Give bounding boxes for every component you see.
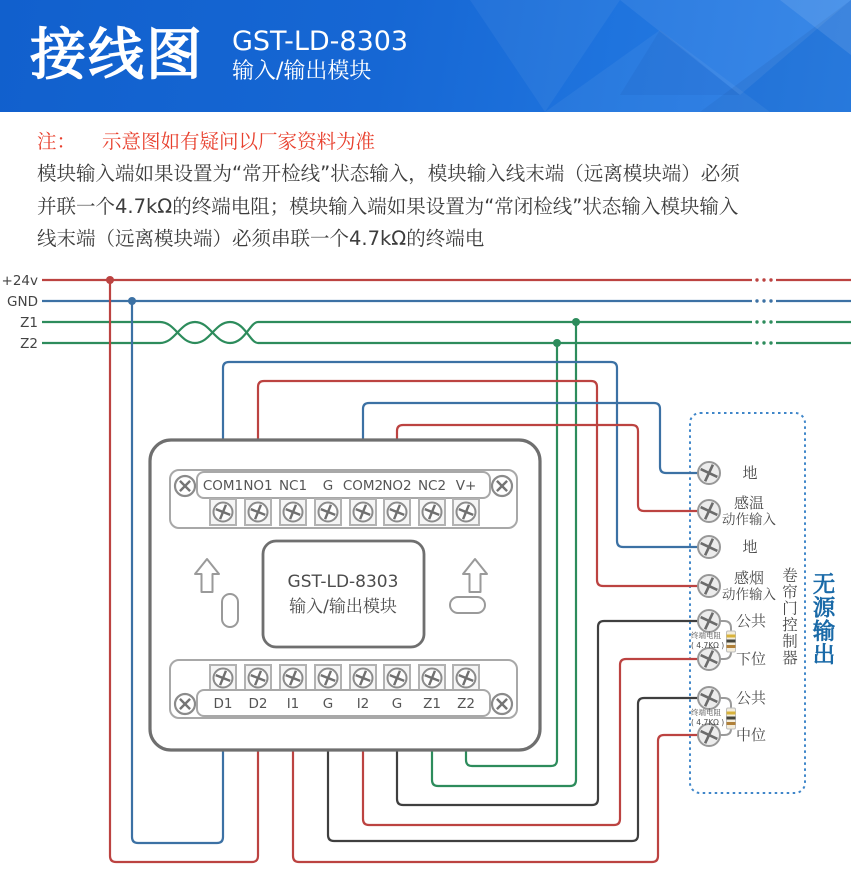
junction-dots (106, 276, 580, 347)
panel-label-lower: 下位 (735, 650, 767, 668)
screw-terminal-icon (453, 665, 479, 691)
resistor-band (727, 717, 736, 720)
terminal-label-no2: NO2 (382, 478, 412, 494)
panel-label-common-2: 公共 (735, 689, 767, 707)
wiring-diagram (0, 265, 851, 869)
screw-terminal-icon (419, 499, 445, 525)
io-module (150, 440, 540, 750)
note-text: 示意图如有疑问以厂家资料为准 (102, 130, 376, 153)
description-line-3: 线末端（远离模块端）必须串联一个4.7kΩ的终端电 (37, 227, 485, 250)
terminal-label-z1: Z1 (423, 696, 441, 712)
description-line-1: 模块输入端如果设置为“常开检线”状态输入，模块输入线末端（远离模块端）必须 (37, 162, 740, 185)
screw-terminal-icon (350, 499, 376, 525)
panel-screw-terminal-icon (697, 535, 721, 559)
screw-terminal-icon (419, 665, 445, 691)
module-slot-vertical (222, 594, 238, 627)
description-paragraph (37, 158, 837, 256)
terminal-label-i1: I1 (286, 696, 300, 712)
panel-label-smoke-2: 动作输入 (722, 587, 776, 603)
resistor-band (727, 635, 736, 638)
resistor-band (727, 722, 736, 725)
resistor-band (727, 645, 736, 648)
terminal-label-g2: G (391, 696, 403, 712)
screw-terminal-icon (245, 665, 271, 691)
module-type: 输入/输出模块 (232, 58, 372, 84)
screw-terminal-icon (210, 665, 236, 691)
terminal-label-d2: D2 (248, 696, 268, 712)
terminal-label-g: G (322, 478, 334, 494)
screw-terminal-icon (384, 499, 410, 525)
header-banner (0, 0, 851, 112)
mounting-screw-icon (175, 476, 195, 496)
model-number: GST-LD-8303 (232, 25, 409, 57)
bus-label-z1: Z1 (20, 315, 38, 331)
bus-labels (2, 273, 38, 352)
junction-dot-24v (106, 276, 114, 284)
terminal-label-com2: COM2 (342, 478, 384, 494)
panel-screw-terminal-icon (697, 499, 721, 523)
terminal-label-d1: D1 (213, 696, 233, 712)
bus-label-gnd: GND (7, 294, 38, 310)
module-slot-horizontal (450, 597, 485, 613)
panel-label-heat-2: 动作输入 (722, 512, 776, 528)
screw-terminal-icon (315, 665, 341, 691)
side-caption-passive-output: 无源输出 (809, 572, 835, 666)
terminal-label-z2: Z2 (457, 696, 475, 712)
junction-dot-z1 (572, 318, 580, 326)
bus-label-24v: +24v (1, 273, 38, 289)
terminal-label-com1: COM1 (202, 478, 244, 494)
bus-break-dots (755, 278, 772, 344)
mounting-screw-icon (492, 476, 512, 496)
terminal-label-i2: I2 (356, 696, 370, 712)
terminal-label-vplus: V+ (455, 478, 477, 494)
terminal-label-no1: NO1 (243, 478, 273, 494)
resistor-band (727, 712, 736, 715)
screw-terminal-icon (280, 665, 306, 691)
resistor-value: ( 4.7KΩ ) (691, 718, 725, 727)
module-nameplate (263, 541, 424, 647)
terminal-label-nc2: NC2 (417, 478, 447, 494)
mounting-screw-icon (492, 694, 512, 714)
module-name-line1: GST-LD-8303 (287, 572, 399, 592)
panel-label-middle: 中位 (735, 726, 767, 744)
bus-label-z2: Z2 (20, 336, 38, 352)
controller-panel (691, 461, 798, 747)
panel-screw-terminal-icon (697, 574, 721, 598)
note-line (37, 126, 375, 154)
panel-label-smoke: 感烟 (733, 569, 765, 587)
screw-terminal-icon (315, 499, 341, 525)
panel-label-common-1: 公共 (735, 612, 767, 630)
resistor-value: ( 4.7KΩ ) (691, 641, 725, 650)
power-bus-lines (42, 280, 851, 343)
terminal-label-nc1: NC1 (278, 478, 308, 494)
twisted-pair-strand-b (160, 322, 258, 343)
panel-label-ground-1: 地 (742, 464, 758, 482)
screw-terminal-icon (210, 499, 236, 525)
description-line-2: 并联一个4.7kΩ的终端电阻；模块输入端如果设置为“常闭检线”状态输入模块输入 (37, 194, 739, 218)
screw-terminal-icon (453, 499, 479, 525)
screw-terminal-icon (280, 499, 306, 525)
panel-caption-rolling-door-controller: 卷帘门控制器 (780, 567, 798, 666)
mounting-screw-icon (175, 694, 195, 714)
panel-screw-terminal-icon (697, 686, 721, 710)
module-bottom-label-strip (197, 690, 490, 716)
junction-dot-gnd (128, 297, 136, 305)
panel-screw-terminal-icon (697, 647, 721, 671)
junction-dot-z2 (553, 339, 561, 347)
screw-terminal-icon (245, 499, 271, 525)
resistor-label: 终端电阻 (691, 708, 721, 717)
terminal-label-g1: G (322, 696, 334, 712)
panel-screw-terminal-icon (697, 609, 721, 633)
note-prefix: 注： (37, 130, 77, 153)
resistor-band (727, 640, 736, 643)
screw-terminal-icon (384, 665, 410, 691)
twisted-pair-strand-a (160, 322, 258, 343)
module-name-line2: 输入/输出模块 (289, 597, 397, 617)
resistor-label: 终端电阻 (691, 631, 721, 640)
panel-screw-terminal-icon (697, 461, 721, 485)
page-title: 接线图 (30, 23, 204, 88)
panel-label-ground-2: 地 (742, 538, 758, 556)
screw-terminal-icon (350, 665, 376, 691)
panel-label-heat: 感温 (733, 494, 765, 512)
